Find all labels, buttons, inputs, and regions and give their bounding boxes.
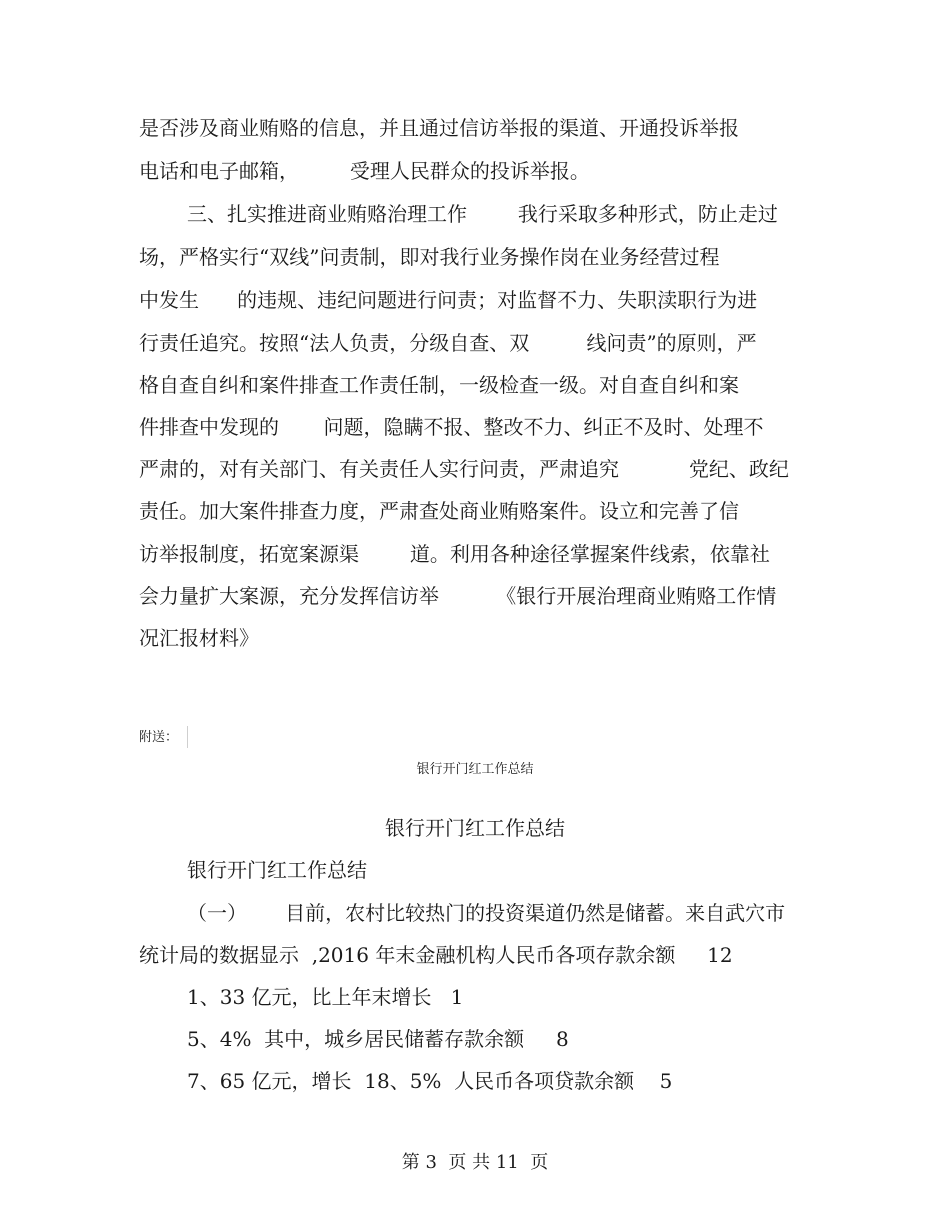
article-line: 1、33 亿元，比上年末增长 1 bbox=[187, 985, 464, 1009]
body-line: 件排查中发现的 问题，隐瞒不报、整改不力、纠正不及时、处理不 bbox=[139, 415, 764, 439]
body-line: 行责任追究。按照“法人负责，分级自查、双 线问责”的原则，严 bbox=[139, 331, 757, 355]
body-line: 场，严格实行“双线”问责制，即对我行业务操作岗在业务经营过程 bbox=[139, 245, 720, 269]
body-line: 格自查自纠和案件排查工作责任制，一级检查一级。对自查自纠和案 bbox=[139, 373, 739, 397]
attachment-small-title: 银行开门红工作总结 bbox=[416, 762, 534, 777]
article-line: 银行开门红工作总结 bbox=[187, 858, 367, 882]
body-line: 三、扎实推进商业贿赂治理工作 我行采取多种形式，防止走过 bbox=[187, 202, 778, 226]
article-line: （一） 目前，农村比较热门的投资渠道仍然是储蓄。来自武穴市 bbox=[187, 901, 786, 925]
body-line: 访举报制度，拓宽案源渠 道。利用各种途径掌握案件线索，依靠社 bbox=[139, 542, 770, 566]
attachment-label: 附送： bbox=[139, 730, 179, 745]
article-line: 统计局的数据显示 ,2016 年末金融机构人民币各项存款余额 12 bbox=[139, 943, 733, 967]
body-line: 会力量扩大案源，充分发挥信访举 《银行开展治理商业贿赂工作情 bbox=[139, 584, 777, 608]
page-number: 第 3 页 共 11 页 bbox=[401, 1152, 549, 1173]
article-line: 5、4% 其中，城乡居民储蓄存款余额 8 bbox=[187, 1027, 569, 1051]
body-line: 况汇报材料》 bbox=[139, 626, 259, 650]
body-line: 责任。加大案件排查力度，严肃查处商业贿赂案件。设立和完善了信 bbox=[139, 499, 739, 523]
body-line: 严肃的，对有关部门、有关责任人实行问责，严肃追究 党纪、政纪 bbox=[139, 457, 789, 481]
body-line: 是否涉及商业贿赂的信息，并且通过信访举报的渠道、开通投诉举报 bbox=[139, 116, 739, 140]
attachment-divider bbox=[187, 726, 188, 748]
article-line: 7、65 亿元，增长 18、5% 人民币各项贷款余额 5 bbox=[187, 1069, 673, 1093]
body-line: 电话和电子邮箱， 受理人民群众的投诉举报。 bbox=[139, 159, 590, 183]
article-title: 银行开门红工作总结 bbox=[385, 816, 565, 840]
body-line: 中发生 的违规、违纪问题进行问责；对监督不力、失职渎职行为进 bbox=[139, 288, 758, 312]
